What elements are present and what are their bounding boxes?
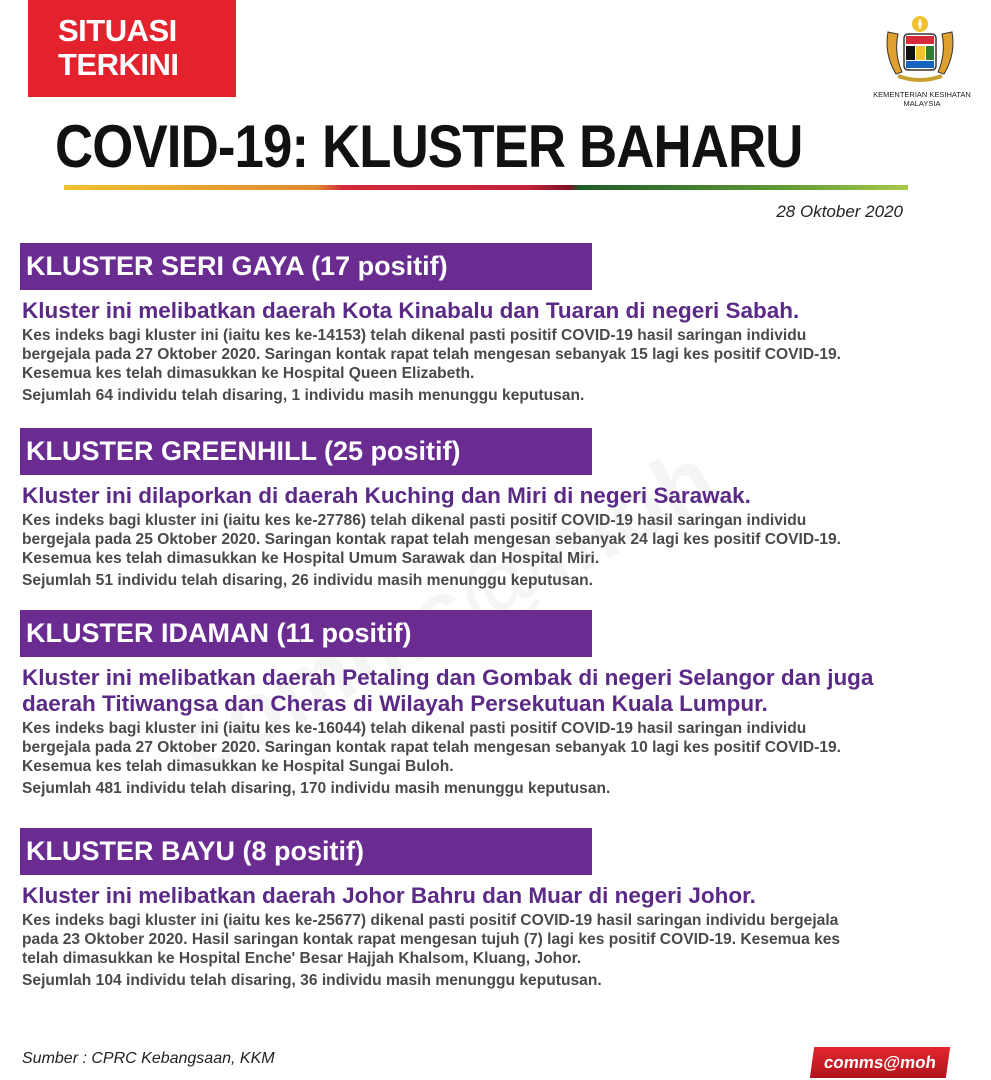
screening-summary: Sejumlah 104 individu telah disaring, 36 individu masih menunggu keputusan. xyxy=(22,972,602,989)
ministry-name xyxy=(862,90,982,108)
cluster-heading: KLUSTER IDAMAN (11 positif) xyxy=(20,610,592,657)
cluster-body xyxy=(22,326,980,405)
body-line: telah dimasukkan ke Hospital Enche' Besar Hajjah Khalsom, Kluang, Johor. xyxy=(22,950,582,967)
cluster-section-bayu xyxy=(20,828,980,990)
cluster-subtitle xyxy=(22,298,980,324)
screening-summary: Sejumlah 481 individu telah disaring, 170 individu masih menunggu keputusan. xyxy=(22,780,611,797)
body-line: bergejala pada 27 Oktober 2020. Saringan kontak rapat telah mengesan sebanyak 10 lagi kes positif COVID-19. xyxy=(22,739,841,756)
cluster-section-idaman xyxy=(20,610,980,798)
body-line: bergejala pada 25 Oktober 2020. Saringan kontak rapat telah mengesan sebanyak 24 lagi kes positif COVID-19. xyxy=(22,531,841,548)
badge-line-1: SITUASI xyxy=(58,13,177,48)
cluster-heading: KLUSTER SERI GAYA (17 positif) xyxy=(20,243,592,290)
subtitle-line: Kluster ini melibatkan daerah Petaling dan Gombak di negeri Selangor dan juga xyxy=(22,665,874,690)
subtitle-line: daerah Titiwangsa dan Cheras di Wilayah Persekutuan Kuala Lumpur. xyxy=(22,691,768,716)
malaysia-coat-of-arms-icon xyxy=(880,14,960,86)
situasi-terkini-badge xyxy=(28,0,236,97)
body-line: Kes indeks bagi kluster ini (iaitu kes ke-14153) telah dikenal pasti positif COVID-19 hasil saringan individu xyxy=(22,327,807,344)
page-title: COVID-19: KLUSTER BAHARU xyxy=(55,113,803,180)
body-line: Kes indeks bagi kluster ini (iaitu kes ke-27786) telah dikenal pasti positif COVID-19 hasil saringan individu xyxy=(22,512,807,529)
cluster-heading: KLUSTER BAYU (8 positif) xyxy=(20,828,592,875)
subtitle-line: Kluster ini melibatkan daerah Kota Kinabalu dan Tuaran di negeri Sabah. xyxy=(22,298,800,323)
cluster-subtitle xyxy=(22,483,980,509)
cluster-subtitle xyxy=(22,883,980,909)
ministry-line-1: KEMENTERIAN KESIHATAN xyxy=(873,90,971,99)
comms-moh-badge: comms@moh xyxy=(810,1047,950,1078)
body-line: Kesemua kes telah dimasukkan ke Hospital Queen Elizabeth. xyxy=(22,365,475,382)
cluster-heading: KLUSTER GREENHILL (25 positif) xyxy=(20,428,592,475)
body-line: pada 23 Oktober 2020. Hasil saringan kontak rapat mengesan tujuh (7) lagi kes positif COVID-19. Kesemua kes xyxy=(22,931,841,948)
cluster-section-greenhill xyxy=(20,428,980,590)
body-line: Kes indeks bagi kluster ini (iaitu kes ke-25677) dikenal pasti positif COVID-19 hasil saringan individu bergejala xyxy=(22,912,839,929)
screening-summary: Sejumlah 51 individu telah disaring, 26 individu masih menunggu keputusan. xyxy=(22,572,594,589)
cluster-body xyxy=(22,911,980,990)
ministry-line-2: MALAYSIA xyxy=(903,99,941,108)
body-line: bergejala pada 27 Oktober 2020. Saringan kontak rapat telah mengesan sebanyak 15 lagi kes positif COVID-19. xyxy=(22,346,841,363)
body-line: Kesemua kes telah dimasukkan ke Hospital Sungai Buloh. xyxy=(22,758,454,775)
cluster-body xyxy=(22,719,980,798)
cluster-body xyxy=(22,511,980,590)
title-divider xyxy=(64,185,908,190)
subtitle-line: Kluster ini melibatkan daerah Johor Bahru dan Muar di negeri Johor. xyxy=(22,883,756,908)
cluster-section-seri-gaya xyxy=(20,243,980,405)
body-line: Kesemua kes telah dimasukkan ke Hospital Umum Sarawak dan Hospital Miri. xyxy=(22,550,600,567)
subtitle-line: Kluster ini dilaporkan di daerah Kuching dan Miri di negeri Sarawak. xyxy=(22,483,751,508)
badge-line-2: TERKINI xyxy=(58,47,179,82)
body-line: Kes indeks bagi kluster ini (iaitu kes ke-16044) telah dikenal pasti positif COVID-19 hasil saringan individu xyxy=(22,720,807,737)
source-note: Sumber : CPRC Kebangsaan, KKM xyxy=(22,1050,275,1067)
report-date: 28 Oktober 2020 xyxy=(776,202,903,221)
cluster-subtitle xyxy=(22,665,980,717)
screening-summary: Sejumlah 64 individu telah disaring, 1 individu masih menunggu keputusan. xyxy=(22,387,585,404)
